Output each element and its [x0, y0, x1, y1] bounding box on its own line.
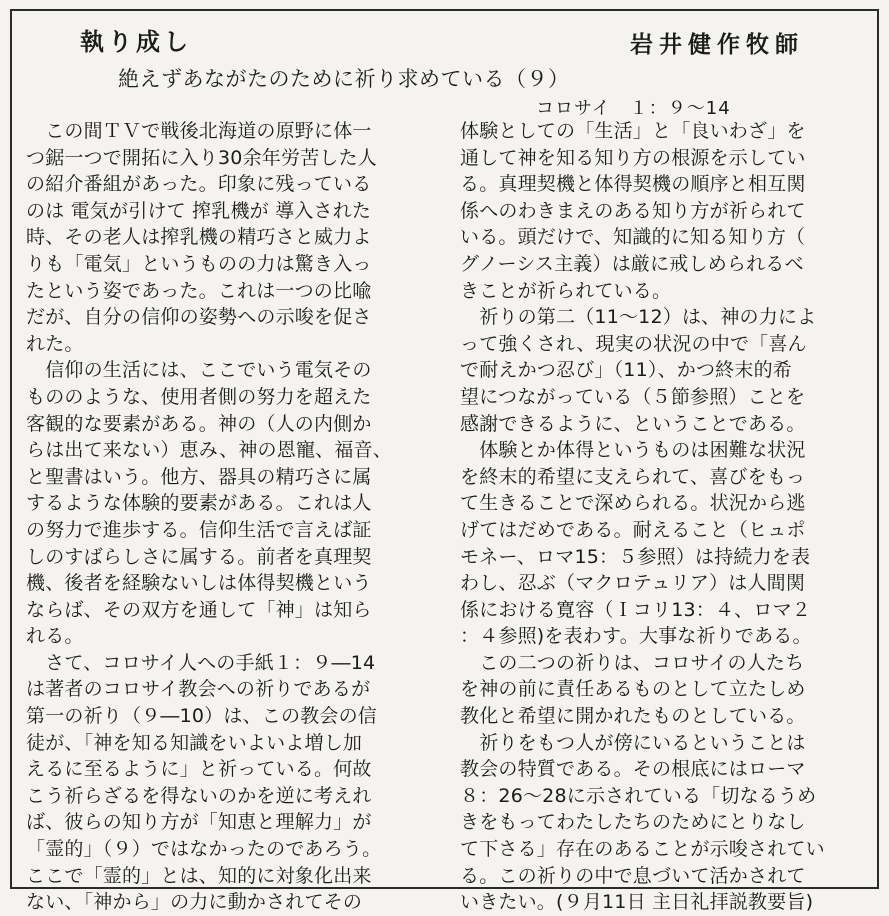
scripture-reference: コロサイ １：９〜14	[536, 98, 731, 119]
text-line: ば、彼らの知り方が「知恵と理解力」が	[26, 811, 372, 834]
text-line: たという姿であった。これは一つの比喩	[26, 279, 372, 302]
text-line: て下さる」存在のあることが示唆されてい	[460, 838, 825, 861]
text-line: モネー、ロマ15：５参照）は持続力を表	[460, 545, 811, 568]
text-line: 機、後者を経験ないしは体得契機という	[26, 572, 372, 595]
text-line: いる。頭だけで、知識的に知る知り方（	[460, 226, 806, 249]
left-column	[26, 118, 436, 916]
text-line: 体験としての「生活」と「良いわざ」を	[460, 120, 806, 142]
text-line: だが、自分の信仰の姿勢への示唆を促さ	[26, 306, 372, 329]
text-line: するような体験的要素がある。これは人	[26, 492, 372, 515]
text-line: げてはだめである。耐えること（ヒュポ	[460, 518, 806, 541]
text-line: この二つの祈りは、コロサイの人たち	[460, 651, 805, 674]
right-column	[460, 118, 860, 916]
text-line: 体験とか体得というものは困難な状況	[460, 439, 806, 462]
text-line: る。この祈りの中で息づいて活かされて	[460, 864, 806, 887]
text-line: ならば、その双方を通して「神」は知ら	[26, 598, 372, 621]
text-line: て生きることで深められる。状況から逃	[460, 492, 806, 515]
author-name: 岩井健作牧師	[630, 32, 804, 58]
text-line: この間ＴＶで戦後北海道の原野に体一	[26, 120, 372, 142]
text-line: きことが祈られている。	[460, 279, 672, 302]
text-line: えるに至るように」と祈っている。何故	[26, 758, 372, 781]
text-line: つ鋸一つで開拓に入り30余年労苦した人	[26, 146, 377, 169]
text-line: 教化と希望に開かれたものとしている。	[460, 705, 806, 728]
text-line: ここで「霊的」とは、知的に対象化出来	[26, 864, 372, 887]
text-line: らは出て来ない）恵み、神の恩寵、福音、	[26, 439, 392, 462]
text-line: って強くされ、現実の状況の中で「喜ん	[460, 332, 807, 355]
text-line: る。真理契機と体得契機の順序と相互関	[460, 173, 806, 196]
text-line: のは 電気が引けて 搾乳機が 導入された	[26, 199, 372, 222]
text-line: で耐えかつ忍び」（11）、かつ終末的希	[460, 359, 792, 382]
text-line: 教会の特質である。その根底にはローマ	[460, 758, 806, 781]
text-line: 望につながっている（５節参照）ことを	[460, 385, 806, 408]
text-line: 客観的な要素がある。神の（人の内側か	[26, 412, 372, 435]
text-line: きをもってわたしたちのためにとりなし	[460, 811, 806, 834]
text-line: の紹介番組があった。印象に残っている	[26, 173, 372, 196]
column-title: 執り成し	[80, 28, 192, 56]
text-line: と聖書はいう。他方、器具の精巧さに属	[26, 465, 372, 488]
text-line: ８：26〜28に示されている「切なるうめ	[460, 784, 817, 807]
text-line: れる。	[26, 625, 84, 648]
text-line: 祈りをもつ人が傍にいるということは	[460, 731, 806, 754]
text-line: こう祈らざるを得ないのかを逆に考えれ	[26, 784, 372, 807]
text-line: 信仰の生活には、ここでいう電気その	[26, 359, 372, 382]
text-line: れた。	[26, 332, 84, 355]
text-line: 係における寛容（Ｉコリ13：４、ロマ２	[460, 598, 811, 621]
article-headline: 絶えずあながたのために祈り求めている（９）	[118, 67, 570, 91]
text-line: 感謝できるように、ということである。	[460, 412, 806, 435]
text-line: もののような、使用者側の努力を超えた	[26, 385, 372, 408]
text-line: しのすばらしさに属する。前者を真理契	[26, 545, 372, 568]
text-line: を神の前に責任あるものとして立たしめ	[460, 678, 806, 701]
text-line: 係へのわきまえのある知り方が祈られて	[460, 199, 806, 222]
text-line: ：４参照)を表わす。大事な祈りである。	[460, 625, 812, 648]
text-line: さて、コロサイ人への手紙１：９―14	[26, 651, 376, 674]
text-line: の努力で進歩する。信仰生活で言えば証	[26, 518, 372, 541]
text-line: 時、その老人は搾乳機の精巧さと威力よ	[26, 226, 372, 249]
text-line: は著者のコロサイ教会への祈りであるが	[26, 678, 371, 701]
text-line: 徒が、「神を知る知識をいよいよ増し加	[26, 731, 363, 754]
text-line: 通して神を知る知り方の根源を示してい	[460, 146, 806, 169]
text-line: いきたい。(９月11日 主日礼拝説教要旨)	[460, 891, 814, 914]
text-line: グノーシス主義）は厳に戒しめられるべ	[460, 252, 804, 275]
text-line: を終末的希望に支えられて、喜びをもっ	[460, 465, 806, 488]
text-line: 「霊的」（９）ではなかったのであろう。	[26, 838, 382, 861]
text-line: 第一の祈り（９―10）は、この教会の信	[26, 705, 377, 728]
text-line: ない、「神から」の力に動かされてその	[26, 891, 363, 914]
text-line: わし、忍ぶ（マクロテュリア）は人間関	[460, 572, 806, 595]
text-line: 祈りの第二（11〜12）は、神の力によ	[460, 306, 817, 329]
text-line: りも「電気」というものの力は驚き入っ	[26, 252, 372, 275]
